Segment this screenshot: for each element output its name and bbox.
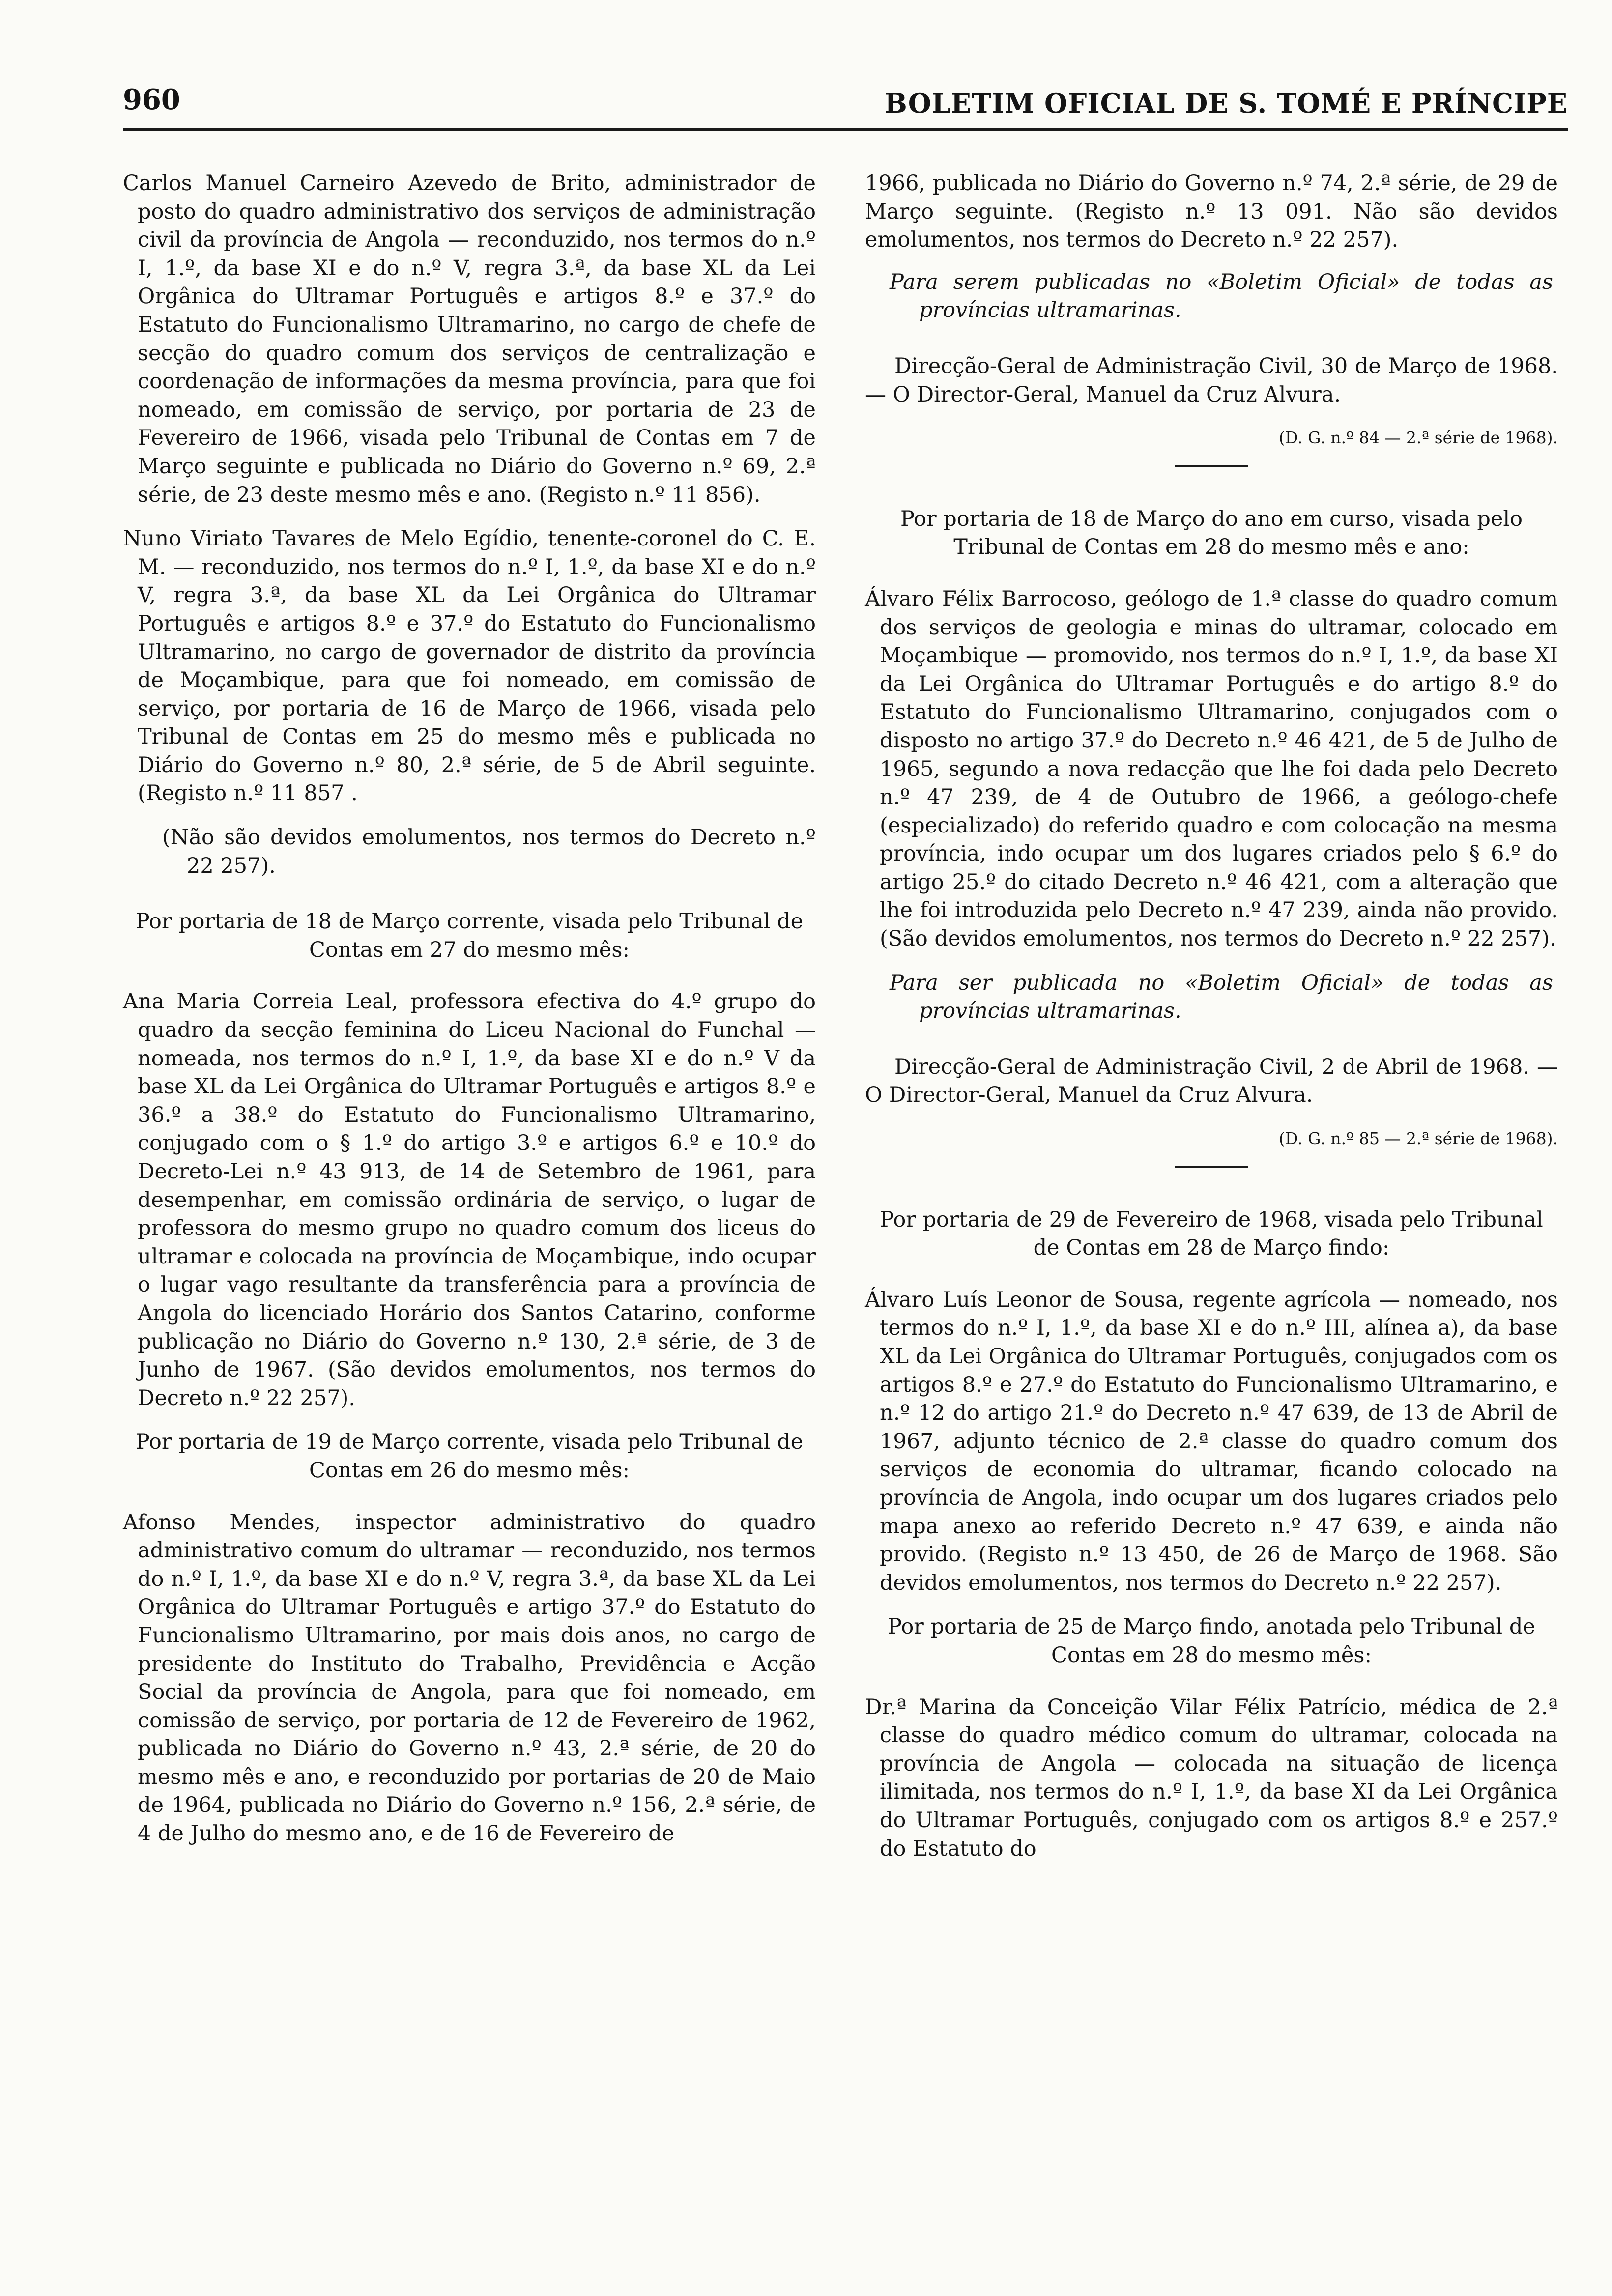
appointment-entry-sousa: Álvaro Luís Leonor de Sousa, regente agrícola — nomeado, nos termos do n.º I, 1.º, da base XI e do n.º III, alínea a), da base XL da Lei Orgânica do Ultramar Português, conjugados com os artigos 8.º e 27.º do Estatuto do Funcionalismo Ultramarino, e n.º 12 do artigo 21.º do Decreto n.º 47 639, de 13 de Abril de 1967, adjunto técnico de 2.ª classe do quadro comum dos serviços de economia do ultramar, ficando colocado na província de Angola, indo ocupar um dos lugares criados pelo mapa anexo ao referido Decreto n.º 47 639, e ainda não provido. (Registo n.º 13 450, de 26 de Março de 1968. São devidos emolumentos, nos termos do Decreto n.º 22 257). — [865, 1287, 1558, 1595]
portaria-heading-2: Por portaria de 19 de Março corrente, visada pelo Tribunal de Contas em 26 do mesmo mês: — [135, 1430, 804, 1483]
emolument-note: (Não são devidos emolumentos, nos termos do Decreto n.º 22 257). — [162, 825, 816, 878]
continued-entry: 1966, publicada no Diário do Governo n.º 74, 2.ª série, de 29 de Março seguinte. (Registo n.º 13 091. Não são devidos emolumentos, nos termos do Decreto n.º 22 257). — [865, 171, 1558, 253]
appointment-entry-barrocoso: Álvaro Félix Barrocoso, geólogo de 1.ª classe do quadro comum dos serviços de geologia e minas do ultramar, colocado em Moçambique — promovido, nos termos do n.º I, 1.º, da base XI da Lei Orgânica do Ultramar Português e do artigo 8.º do Estatuto do Funcionalismo Ultramarino, conjugados com o disposto no artigo 37.º do Decreto n.º 46 421, de 5 de Julho de 1965, segundo a nova redacção que lhe foi dada pelo Decreto n.º 47 239, de 4 de Outubro de 1966, a geólogo-chefe (especializado) do referido quadro e com colocação na mesma província, indo ocupar um dos lugares criados pelo § 6.º do artigo 25.º do citado Decreto n.º 46 421, com a alteração que lhe foi introduzida pelo Decreto n.º 47 239, ainda não provido. (São devidos emolumentos, nos termos do Decreto n.º 22 257). — [865, 586, 1558, 951]
section-divider — [1175, 1166, 1248, 1168]
gazette-reference-1: (D. G. n.º 84 — 2.ª série de 1968). — [1279, 428, 1558, 448]
right-column — [865, 170, 1558, 1879]
signoff-1: Direcção-Geral de Administração Civil, 30 de Março de 1968. — O Director-Geral, Manuel da Cruz Alvura. — [865, 353, 1558, 407]
portaria-heading-3: Por portaria de 18 de Março do ano em curso, visada pelo Tribunal de Contas em 28 do mesmo mês e ano: — [900, 506, 1523, 560]
publication-note-2: Para ser publicada no «Boletim Oficial» de todas as províncias ultramarinas. — [890, 970, 1553, 1024]
portaria-heading-4: Por portaria de 29 de Fevereiro de 1968, visada pelo Tribunal de Contas em 28 de Março findo: — [880, 1207, 1543, 1261]
appointment-entry-leal: Ana Maria Correia Leal, professora efectiva do 4.º grupo do quadro da secção feminina do Liceu Nacional do Funchal — nomeada, nos termos do n.º I, 1.º, da base XI e do n.º V da base XL da Lei Orgânica do Ultramar Português e artigos 8.º e 36.º a 38.º do Estatuto do Funcionalismo Ultramarino, conjugado com o § 1.º do artigo 3.º e artigos 6.º e 10.º do Decreto-Lei n.º 43 913, de 14 de Setembro de 1961, para desempenhar, em comissão ordinária de serviço, o lugar de professora do mesmo grupo no quadro comum dos liceus do ultramar e colocada na província de Moçambique, indo ocupar o lugar vago resultante da transferência para a província de Angola do licenciado Horário dos Santos Catarino, conforme publicação no Diário do Governo n.º 130, 2.ª série, de 3 de Junho de 1967. (São devidos emolumentos, nos termos do Decreto n.º 22 257). — [123, 989, 816, 1410]
appointment-entry-egidio: Nuno Viriato Tavares de Melo Egídio, tenente-coronel do C. E. M. — reconduzido, nos termos do n.º I, 1.º, da base XI e do n.º V, regra 3.ª, da base XL da Lei Orgânica do Ultramar Português e artigos 8.º e 37.º do Estatuto do Funcionalismo Ultramarino, no cargo de governador de distrito da província de Moçambique, para que foi nomeado, em comissão de serviço, por portaria de 16 de Março de 1966, visada pelo Tribunal de Contas em 25 do mesmo mês e publicada no Diário do Governo n.º 80, 2.ª série, de 5 de Abril seguinte. (Registo n.º 11 857 . — [123, 526, 816, 806]
appointment-entry-brito: Carlos Manuel Carneiro Azevedo de Brito, administrador de posto do quadro administrativo dos serviços de administração civil da província de Angola — reconduzido, nos termos do n.º I, 1.º, da base XI e do n.º V, regra 3.ª, da base XL da Lei Orgânica do Ultramar Português e artigos 8.º e 37.º do Estatuto do Funcionalismo Ultramarino, no cargo de chefe de secção do quadro comum dos serviços de centralização e coordenação de informações da mesma província, para que foi nomeado, em comissão de serviço, por portaria de 23 de Fevereiro de 1966, visada pelo Tribunal de Contas em 7 de Março seguinte e publicada no Diário do Governo n.º 69, 2.ª série, de 23 deste mesmo mês e ano. (Registo n.º 11 856). — [123, 171, 816, 507]
section-divider — [1175, 465, 1248, 467]
journal-title: BOLETIM OFICIAL DE S. TOMÉ E PRÍNCIPE — [885, 87, 1568, 119]
gazette-reference-2: (D. G. n.º 85 — 2.ª série de 1968). — [1279, 1129, 1558, 1148]
page-number: 960 — [123, 84, 180, 116]
portaria-heading-5: Por portaria de 25 de Março findo, anotada pelo Tribunal de Contas em 28 do mesmo mês: — [888, 1614, 1535, 1667]
signoff-2: Direcção-Geral de Administração Civil, 2 de Abril de 1968. — O Director-Geral, Manuel da Cruz Alvura. — [865, 1054, 1558, 1108]
left-column — [123, 170, 816, 1864]
appointment-entry-mendes: Afonso Mendes, inspector administrativo do quadro administrativo comum do ultramar — reconduzido, nos termos do n.º I, 1.º, da base XI e do n.º V, regra 3.ª, da base XL da Lei Orgânica do Ultramar Português e artigo 37.º do Estatuto do Funcionalismo Ultramarino, por mais dois anos, no cargo de presidente do Instituto do Trabalho, Previdência e Acção Social da província de Angola, para que foi nomeado, em comissão de serviço, por portaria de 12 de Fevereiro de 1962, publicada no Diário do Governo n.º 43, 2.ª série, de 20 do mesmo mês e ano, e reconduzido por portarias de 20 de Maio de 1964, publicada no Diário do Governo n.º 156, 2.ª série, de 4 de Julho do mesmo ano, e de 16 de Fevereiro de — [123, 1510, 816, 1846]
appointment-entry-patricio: Dr.ª Marina da Conceição Vilar Félix Patrício, médica de 2.ª classe do quadro médico comum do ultramar, colocada na província de Angola — colocada na situação de licença ilimitada, nos termos do n.º I, 1.º, da base XI da Lei Orgânica do Ultramar Português, conjugado com os artigos 8.º e 257.º do Estatuto do — [865, 1694, 1558, 1861]
page-header — [123, 79, 1568, 131]
publication-note-1: Para serem publicadas no «Boletim Oficial» de todas as províncias ultramarinas. — [890, 269, 1553, 323]
portaria-heading-1: Por portaria de 18 de Março corrente, visada pelo Tribunal de Contas em 27 do mesmo mês: — [135, 909, 804, 962]
